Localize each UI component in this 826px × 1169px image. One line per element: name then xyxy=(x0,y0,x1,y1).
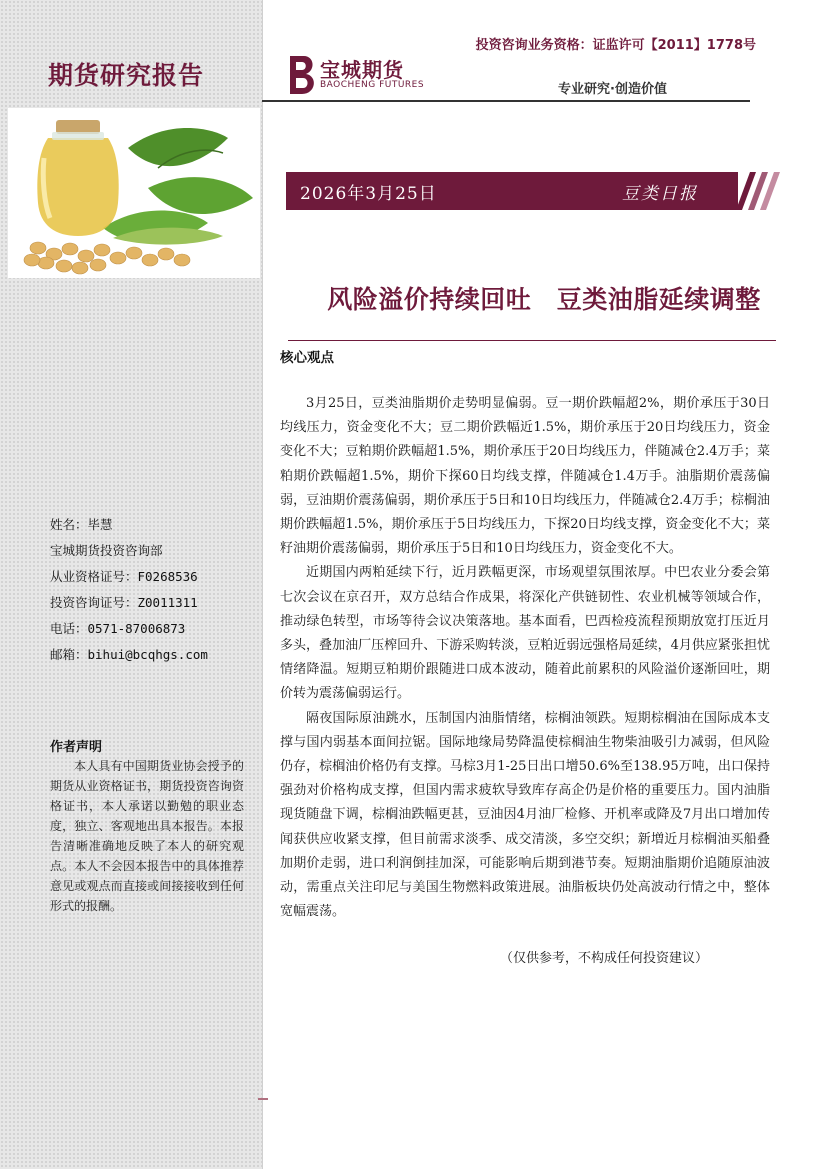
page-mark xyxy=(258,1098,268,1100)
author-statement-title: 作者声明 xyxy=(50,740,103,755)
paragraph-meal-analysis: 近期国内两粕延续下行，近月跌幅更深，市场观望氛围浓厚。中巴农业分委会第七次会议在京召开，双方总结合作成果，将深化产供链韧性、农业机械等领域合作，推动绿色转型，市场等待会议决策落地。基本面看，巴西检疫流程预期放宽打压近月多头，叠加油厂压榨回升、下游采购转淡，豆粕近弱远强格局延续，4月供应紧张担忧情绪降温。短期豆粕期价跟随进口成本波动，随着此前累积的风险溢价逐渐回吐，期价转为震荡偏弱运行。 xyxy=(280,565,770,702)
author-department: 宝城期货投资咨询部 xyxy=(50,543,163,558)
author-consulting-number: 投资咨询证号：Z0011311 xyxy=(50,595,198,610)
headline-divider xyxy=(288,340,776,341)
paragraph-oil-analysis: 隔夜国际原油跳水，压制国内油脂情绪，棕榈油领跌。短期棕榈油在国际成本支撑与国内弱基本面间拉锯。国际地缘局势降温使棕榈油生物柴油吸引力减弱，但风险仍存，棕榈油价格仍有支撑。马棕3月1-25日出口增50.6%至138.95万吨，出口保持强劲对价格构成支撑，但国内需求疲软导致库存高企仍是价格的重要压力。国内油脂现货随盘下调，棕榈油跌幅更甚，豆油因4月油厂检修、开机率或降及7月出口增加传闻获供应收紧支撑，但目前需求淡季、成交清淡，多空交织；新増近月棕榈油买船叠加期价走弱，进口利润倒挂加深，可能影响后期到港节奏。短期油脂期价追随原油波动，需重点关注印尼与美国生物燃料政策进展。油脂板块仍处高波动行情之中，整体宽幅震荡。 xyxy=(280,710,770,920)
report-date: 2026年3月25日 xyxy=(300,184,437,204)
report-content xyxy=(280,392,770,924)
report-title: 期货研究报告 xyxy=(48,61,205,90)
company-logo xyxy=(284,52,424,100)
business-qualification: 投资咨询业务资格：证监许可【2011】1778号 xyxy=(475,38,756,53)
report-headline: 风险溢价持续回吐 豆类油脂延续调整 xyxy=(327,285,761,314)
report-type: 豆类日报 xyxy=(622,184,698,204)
section-title-core-view: 核心观点 xyxy=(280,350,334,366)
header-divider xyxy=(262,100,750,102)
author-phone: 电话：0571-87006873 xyxy=(50,621,186,636)
author-qualification-number: 从业资格证号：F0268536 xyxy=(50,569,198,584)
company-tagline: 专业研究·创造价值 xyxy=(558,82,667,97)
disclaimer: （仅供参考，不构成任何投资建议） xyxy=(500,951,709,966)
paragraph-market-summary: 3月25日，豆类油脂期价走势明显偏弱。豆一期价跌幅超2%，期价承压于30日均线压力，资金变化不大；豆二期价跌幅近1.5%，期价承压于20日均线压力，资金变化不大；豆粕期价跌幅超1.5%，期价承压于20日均线压力，伴随减仓2.4万手；菜粕期价跌幅超1.5%，期价下探60日均线支撑，伴随减仓1.4万手。油脂期价震荡偏弱，豆油期价震荡偏弱，期价承压于5日和10日均线压力，伴随减仓2.4万手；棕榈油期价跌幅超1.5%，期价承压于5日均线压力，下探20日均线支撑，资金变化不大；菜籽油期价震荡偏弱，期价承压于5日和10日均线压力，资金变化不大。 xyxy=(280,396,770,557)
sidebar-divider xyxy=(262,0,263,1169)
author-contact xyxy=(50,512,208,668)
author-email[interactable]: 邮箱：bihui@bcqhgs.com xyxy=(50,647,208,662)
author-name: 姓名：毕慧 xyxy=(50,517,113,532)
author-statement-body: 本人具有中国期货业协会授予的期货从业资格证书，期货投资咨询资格证书，本人承诺以勤勉的职业态度，独立、客观地出具本报告。本报告清晰准确地反映了本人的研究观点。本人不会因本报告中的具体推荐意见或观点而直接或间接接收到任何形式的报酬。 xyxy=(50,759,244,913)
soybean-oil-illustration xyxy=(8,108,260,278)
logo-b-icon xyxy=(284,52,318,98)
logo-name: 宝城期货 xyxy=(320,58,404,82)
hero-image-soybean-oil xyxy=(8,108,260,278)
banner-stripes-decoration xyxy=(716,172,786,210)
logo-english-name: BAOCHENG FUTURES xyxy=(320,80,425,90)
date-banner xyxy=(286,172,786,210)
